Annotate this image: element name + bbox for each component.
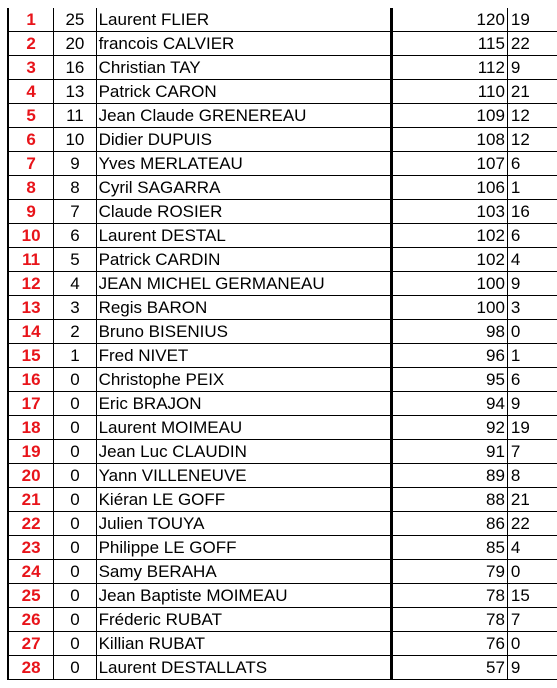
rank-cell: 28 xyxy=(7,656,54,679)
player-name-cell: Laurent DESTALLATS xyxy=(97,656,393,679)
player-name-cell: Didier DUPUIS xyxy=(97,128,393,151)
extra-value-cell: 12 xyxy=(510,105,530,125)
rank-cell: 8 xyxy=(7,176,54,199)
rank-cell: 17 xyxy=(7,392,54,415)
points-cell: 0 xyxy=(54,488,96,511)
score-cell: 108 xyxy=(393,128,508,151)
table-row xyxy=(7,80,557,104)
score-cell: 120 xyxy=(393,8,508,31)
score-cell: 115 xyxy=(393,32,508,55)
points-cell: 20 xyxy=(54,32,96,55)
table-row xyxy=(7,464,557,488)
rank-cell: 11 xyxy=(7,248,54,271)
rank-cell: 3 xyxy=(7,56,54,79)
score-cell: 76 xyxy=(393,632,508,655)
table-row xyxy=(7,8,557,32)
rank-cell: 16 xyxy=(7,368,54,391)
rank-cell: 18 xyxy=(7,416,54,439)
player-name-cell: Patrick CARDIN xyxy=(97,248,393,271)
rank-cell: 1 xyxy=(7,8,54,31)
rank-cell: 21 xyxy=(7,488,54,511)
table-row xyxy=(7,32,557,56)
player-name-cell: Eric BRAJON xyxy=(97,392,393,415)
extra-value-cell: 0 xyxy=(510,321,521,341)
rank-cell: 22 xyxy=(7,512,54,535)
score-cell: 100 xyxy=(393,272,508,295)
table-row xyxy=(7,56,557,80)
score-cell: 112 xyxy=(393,56,508,79)
points-cell: 2 xyxy=(54,320,96,343)
points-cell: 9 xyxy=(54,152,96,175)
points-cell: 0 xyxy=(54,632,96,655)
points-cell: 16 xyxy=(54,56,96,79)
score-cell: 92 xyxy=(393,416,508,439)
table-row xyxy=(7,176,557,200)
table-row xyxy=(7,104,557,128)
rank-cell: 9 xyxy=(7,200,54,223)
score-cell: 78 xyxy=(393,584,508,607)
score-cell: 110 xyxy=(393,80,508,103)
rank-cell: 4 xyxy=(7,80,54,103)
score-cell: 57 xyxy=(393,656,508,679)
rank-cell: 25 xyxy=(7,584,54,607)
score-cell: 102 xyxy=(393,248,508,271)
table-row xyxy=(7,608,557,632)
rank-cell: 2 xyxy=(7,32,54,55)
points-cell: 0 xyxy=(54,392,96,415)
table-row xyxy=(7,368,557,392)
table-row xyxy=(7,152,557,176)
points-cell: 11 xyxy=(54,104,96,127)
extra-value-cell: 9 xyxy=(510,57,521,77)
rank-cell: 27 xyxy=(7,632,54,655)
table-row xyxy=(7,128,557,152)
rank-cell: 7 xyxy=(7,152,54,175)
extra-value-cell: 0 xyxy=(510,561,521,581)
table-row xyxy=(7,440,557,464)
extra-value-cell: 9 xyxy=(510,273,521,293)
score-cell: 86 xyxy=(393,512,508,535)
score-cell: 91 xyxy=(393,440,508,463)
table-row xyxy=(7,512,557,536)
extra-value-cell: 6 xyxy=(510,369,521,389)
table-row xyxy=(7,320,557,344)
rank-cell: 6 xyxy=(7,128,54,151)
extra-value-cell: 16 xyxy=(510,201,530,221)
table-row xyxy=(7,248,557,272)
extra-value-cell: 9 xyxy=(510,393,521,413)
player-name-cell: Jean Claude GRENEREAU xyxy=(97,104,393,127)
player-name-cell: Kiéran LE GOFF xyxy=(97,488,393,511)
extra-value-cell: 8 xyxy=(510,465,521,485)
table-row xyxy=(7,200,557,224)
rank-cell: 5 xyxy=(7,104,54,127)
player-name-cell: Killian RUBAT xyxy=(97,632,393,655)
extra-value-cell: 19 xyxy=(510,9,530,29)
rank-cell: 24 xyxy=(7,560,54,583)
extra-value-cell: 22 xyxy=(510,33,530,53)
score-cell: 106 xyxy=(393,176,508,199)
score-cell: 88 xyxy=(393,488,508,511)
points-cell: 10 xyxy=(54,128,96,151)
rank-cell: 15 xyxy=(7,344,54,367)
score-cell: 78 xyxy=(393,608,508,631)
points-cell: 4 xyxy=(54,272,96,295)
table-row xyxy=(7,632,557,656)
player-name-cell: Jean Luc CLAUDIN xyxy=(97,440,393,463)
points-cell: 8 xyxy=(54,176,96,199)
extra-value-cell: 4 xyxy=(510,537,521,557)
score-cell: 89 xyxy=(393,464,508,487)
player-name-cell: francois CALVIER xyxy=(97,32,393,55)
score-cell: 103 xyxy=(393,200,508,223)
score-cell: 94 xyxy=(393,392,508,415)
points-cell: 0 xyxy=(54,536,96,559)
points-cell: 0 xyxy=(54,584,96,607)
player-name-cell: JEAN MICHEL GERMANEAU xyxy=(97,272,393,295)
player-name-cell: Julien TOUYA xyxy=(97,512,393,535)
player-name-cell: Claude ROSIER xyxy=(97,200,393,223)
points-cell: 7 xyxy=(54,200,96,223)
player-name-cell: Bruno BISENIUS xyxy=(97,320,393,343)
table-row xyxy=(7,656,557,680)
rank-cell: 19 xyxy=(7,440,54,463)
extra-value-cell: 4 xyxy=(510,249,521,269)
score-cell: 95 xyxy=(393,368,508,391)
points-cell: 25 xyxy=(54,8,96,31)
score-cell: 109 xyxy=(393,104,508,127)
table-row xyxy=(7,392,557,416)
points-cell: 0 xyxy=(54,416,96,439)
extra-value-cell: 19 xyxy=(510,417,530,437)
player-name-cell: Laurent DESTAL xyxy=(97,224,393,247)
score-cell: 107 xyxy=(393,152,508,175)
table-row xyxy=(7,488,557,512)
table-row xyxy=(7,416,557,440)
player-name-cell: Christian TAY xyxy=(97,56,393,79)
player-name-cell: Philippe LE GOFF xyxy=(97,536,393,559)
table-row xyxy=(7,272,557,296)
points-cell: 13 xyxy=(54,80,96,103)
score-cell: 85 xyxy=(393,536,508,559)
points-cell: 0 xyxy=(54,512,96,535)
extra-value-cell: 6 xyxy=(510,225,521,245)
points-cell: 6 xyxy=(54,224,96,247)
points-cell: 3 xyxy=(54,296,96,319)
extra-value-cell: 21 xyxy=(510,81,530,101)
player-name-cell: Jean Baptiste MOIMEAU xyxy=(97,584,393,607)
extra-value-cell: 6 xyxy=(510,153,521,173)
ranking-table xyxy=(7,8,557,680)
player-name-cell: Christophe PEIX xyxy=(97,368,393,391)
player-name-cell: Fred NIVET xyxy=(97,344,393,367)
points-cell: 0 xyxy=(54,368,96,391)
extra-value-cell: 1 xyxy=(510,177,521,197)
rank-cell: 10 xyxy=(7,224,54,247)
player-name-cell: Laurent MOIMEAU xyxy=(97,416,393,439)
player-name-cell: Yann VILLENEUVE xyxy=(97,464,393,487)
table-row xyxy=(7,584,557,608)
rank-cell: 13 xyxy=(7,296,54,319)
extra-value-cell: 7 xyxy=(510,609,521,629)
player-name-cell: Yves MERLATEAU xyxy=(97,152,393,175)
extra-value-cell: 9 xyxy=(510,657,521,677)
rank-cell: 14 xyxy=(7,320,54,343)
score-cell: 79 xyxy=(393,560,508,583)
extra-value-cell: 3 xyxy=(510,297,521,317)
points-cell: 0 xyxy=(54,608,96,631)
extra-value-cell: 21 xyxy=(510,489,530,509)
points-cell: 1 xyxy=(54,344,96,367)
rank-cell: 26 xyxy=(7,608,54,631)
points-cell: 0 xyxy=(54,656,96,679)
extra-value-cell: 12 xyxy=(510,129,530,149)
table-row xyxy=(7,344,557,368)
score-cell: 96 xyxy=(393,344,508,367)
extra-value-cell: 15 xyxy=(510,585,530,605)
extra-value-cell: 0 xyxy=(510,633,521,653)
player-name-cell: Laurent FLIER xyxy=(97,8,393,31)
player-name-cell: Samy BERAHA xyxy=(97,560,393,583)
extra-value-cell: 7 xyxy=(510,441,521,461)
points-cell: 0 xyxy=(54,464,96,487)
points-cell: 0 xyxy=(54,440,96,463)
points-cell: 0 xyxy=(54,560,96,583)
player-name-cell: Fréderic RUBAT xyxy=(97,608,393,631)
score-cell: 100 xyxy=(393,296,508,319)
table-row xyxy=(7,536,557,560)
score-cell: 98 xyxy=(393,320,508,343)
points-cell: 5 xyxy=(54,248,96,271)
extra-value-cell: 22 xyxy=(510,513,530,533)
score-cell: 102 xyxy=(393,224,508,247)
table-row xyxy=(7,560,557,584)
extra-value-cell: 1 xyxy=(510,345,521,365)
table-row xyxy=(7,296,557,320)
player-name-cell: Regis BARON xyxy=(97,296,393,319)
rank-cell: 12 xyxy=(7,272,54,295)
rank-cell: 20 xyxy=(7,464,54,487)
player-name-cell: Patrick CARON xyxy=(97,80,393,103)
player-name-cell: Cyril SAGARRA xyxy=(97,176,393,199)
table-row xyxy=(7,224,557,248)
rank-cell: 23 xyxy=(7,536,54,559)
